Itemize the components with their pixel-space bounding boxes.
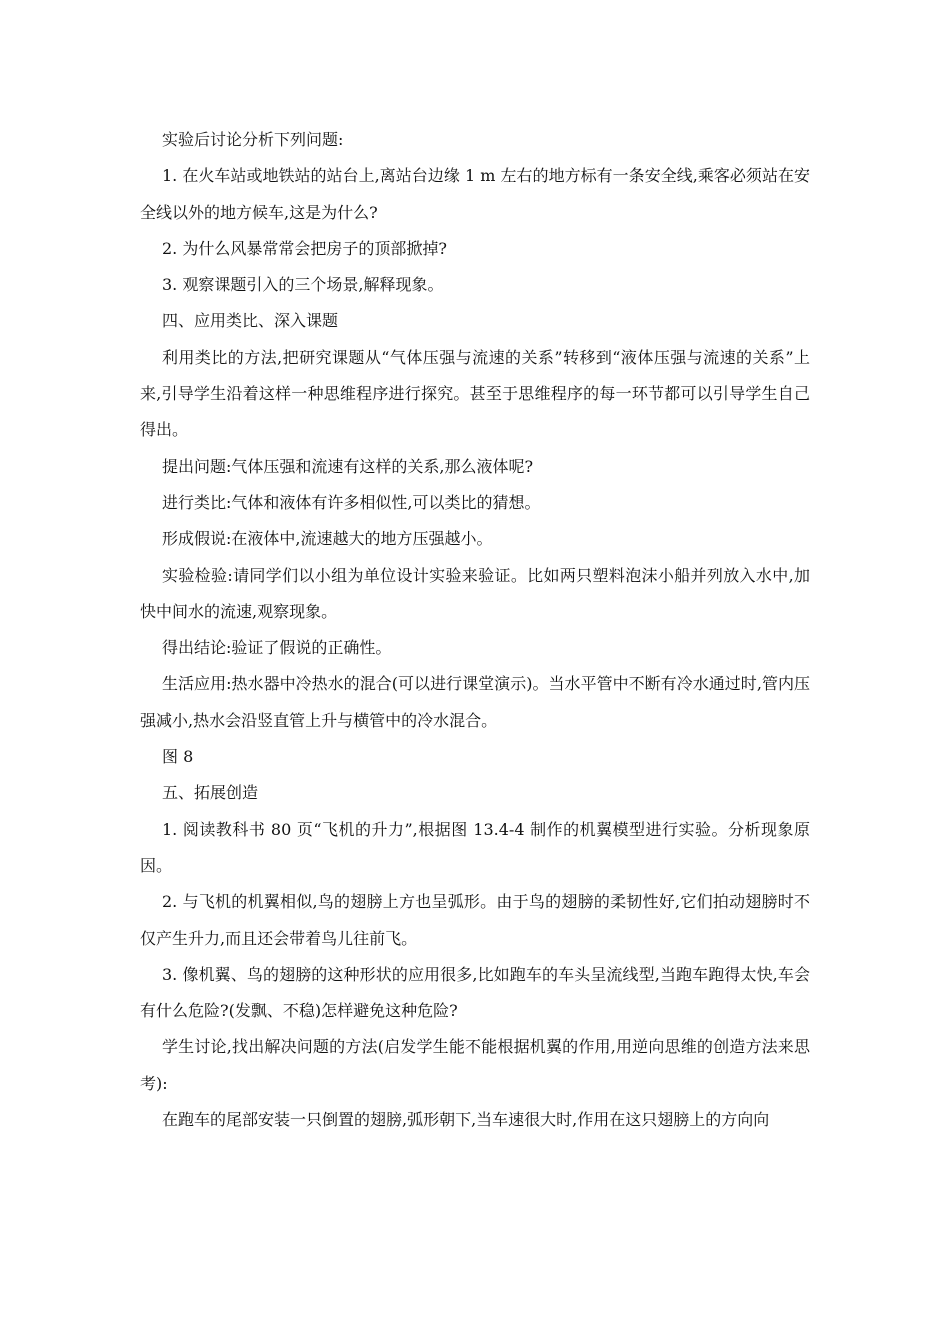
paragraph-conclusion: 得出结论:验证了假说的正确性。 [162,638,392,658]
paragraph-application: 生活应用:热水器中冷热水的混合(可以进行课堂演示)。当水平管中不断有冷水通过时,管内压强减小,热水会沿竖直管上升与横管中的冷水混合。 [140,674,810,730]
paragraph-extension-3: 3. 像机翼、鸟的翅膀的这种形状的应用很多,比如跑车的车头呈流线型,当跑车跑得太快,车会有什么危险?(发飘、不稳)怎样避免这种危险? [140,964,810,1021]
section-heading-5: 五、拓展创造 [162,783,259,803]
paragraph-discussion-intro: 实验后讨论分析下列问题: [162,130,344,149]
paragraph-analogy: 进行类比:气体和液体有许多相似性,可以类比的猜想。 [162,492,541,512]
paragraph-rear-wing: 在跑车的尾部安装一只倒置的翅膀,弧形朝下,当车速很大时,作用在这只翅膀上的方向向 [162,1110,770,1130]
paragraph-extension-2: 2. 与飞机的机翼相似,鸟的翅膀上方也呈弧形。由于鸟的翅膀的柔韧性好,它们拍动翅膀时不仅产生升力,而且还会带着鸟儿往前飞。 [140,892,810,948]
document-body [140,122,810,1138]
paragraph-question-3: 3. 观察课题引入的三个场景,解释现象。 [162,275,444,295]
paragraph-experiment: 实验检验:请同学们以小组为单位设计实验来验证。比如两只塑料泡沫小船并列放入水中,加快中间水的流速,观察现象。 [140,565,810,621]
paragraph-student-discussion: 学生讨论,找出解决问题的方法(启发学生能不能根据机翼的作用,用逆向思维的创造方法来思考): [140,1037,810,1093]
paragraph-extension-1: 1. 阅读教科书 80 页“飞机的升力”,根据图 13.4-4 制作的机翼模型进行实验。分析现象原因。 [140,819,810,875]
paragraph-hypothesis: 形成假说:在液体中,流速越大的地方压强越小。 [162,529,493,549]
paragraph-question-2: 2. 为什么风暴常常会把房子的顶部掀掉? [162,238,447,258]
paragraph-question-1: 1. 在火车站或地铁站的站台上,离站台边缘 1 m 左右的地方标有一条安全线,乘客必须站在安全线以外的地方候车,这是为什么? [140,166,810,222]
figure-caption: 图 8 [162,747,194,767]
paragraph-analogy-method: 利用类比的方法,把研究课题从“气体压强与流速的关系”转移到“液体压强与流速的关系”上来,引导学生沿着这样一种思维程序进行探究。甚至于思维程序的每一环节都可以引导学生自己得出。 [140,347,810,440]
paragraph-raise-question: 提出问题:气体压强和流速有这样的关系,那么液体呢? [162,456,534,476]
section-heading-4: 四、应用类比、深入课题 [162,311,339,331]
